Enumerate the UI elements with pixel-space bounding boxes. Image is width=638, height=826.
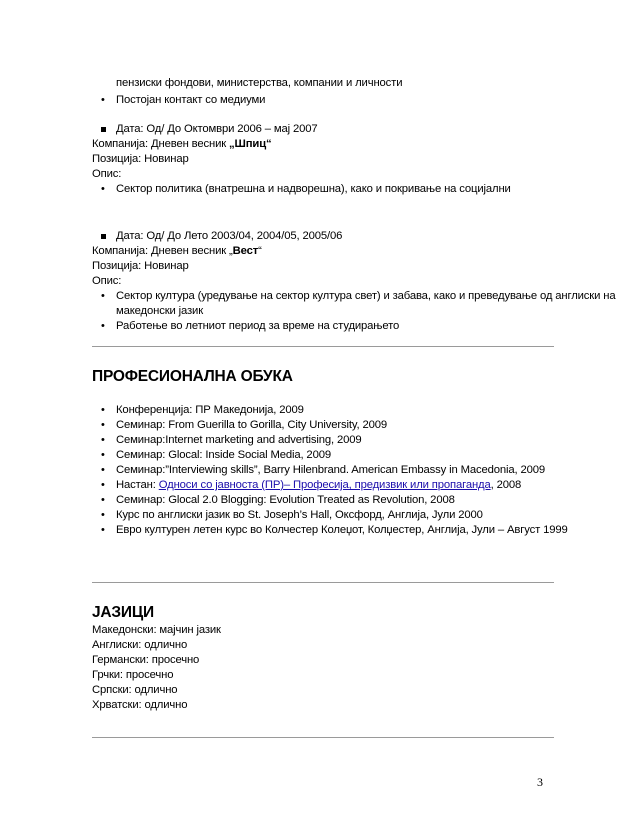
square-bullet-icon — [101, 234, 106, 239]
training-item: Евро културен летен курс во Колчестер Колеџот, Колџестер, Англија, Јули – Август 1999 — [116, 524, 568, 536]
bullet-icon: • — [101, 320, 105, 332]
bullet-icon: • — [101, 479, 105, 491]
section-divider — [92, 346, 554, 347]
language-item: Англиски: одлично — [92, 639, 188, 651]
bullet-icon: • — [101, 464, 105, 476]
language-item: Хрватски: одлично — [92, 699, 188, 711]
language-item: Македонски: мајчин јазик — [92, 624, 221, 636]
section-divider — [92, 737, 554, 738]
job3-bullet1-line2: македонски јазик — [116, 305, 204, 317]
training-item: Семинар: From Guerilla to Gorilla, City University, 2009 — [116, 419, 387, 431]
event-suffix: , 2008 — [490, 479, 522, 491]
bullet-icon: • — [101, 524, 105, 536]
bullet-icon: • — [101, 434, 105, 446]
company-suffix: “ — [258, 245, 262, 257]
company-prefix: Компанија: Дневен весник „ — [92, 245, 233, 257]
language-item: Германски: просечно — [92, 654, 200, 666]
company-prefix: Компанија: Дневен весник — [92, 138, 230, 150]
page-number: 3 — [537, 775, 543, 789]
job3-bullet1-line1: Сектор култура (уредување на сектор култура свет) и забава, како и преведување од англиски на — [116, 290, 616, 302]
bullet-icon: • — [101, 419, 105, 431]
bullet-icon: • — [101, 94, 105, 106]
training-item: Конференција: ПР Македонија, 2009 — [116, 404, 304, 416]
training-item: Семинар:Internet marketing and advertising, 2009 — [116, 434, 362, 446]
bullet-icon: • — [101, 404, 105, 416]
training-item: Семинар: Glocal 2.0 Blogging: Evolution Treated as Revolution, 2008 — [116, 494, 455, 506]
language-item: Српски: одлично — [92, 684, 178, 696]
job2-position: Позиција: Новинар — [92, 153, 189, 165]
bullet-icon: • — [101, 183, 105, 195]
job2-date: Дата: Од/ До Октомври 2006 – мај 2007 — [116, 123, 318, 135]
training-item: Семинар: Glocal: Inside Social Media, 2009 — [116, 449, 331, 461]
square-bullet-icon — [101, 127, 106, 132]
language-item: Грчки: просечно — [92, 669, 174, 681]
job3-description-label: Опис: — [92, 275, 122, 287]
training-heading: ПРОФЕСИОНАЛНА ОБУКА — [92, 368, 293, 385]
event-prefix: Настан: — [116, 479, 159, 491]
bullet-icon: • — [101, 494, 105, 506]
job3-bullet2: Работење во летниот период за време на студирањето — [116, 320, 400, 332]
bullet-icon: • — [101, 449, 105, 461]
job2-description-label: Опис: — [92, 168, 122, 180]
languages-heading: ЈАЗИЦИ — [92, 604, 154, 621]
training-item: Курс по англиски јазик во St. Joseph’s Hall, Оксфорд, Англија, Јули 2000 — [116, 509, 483, 521]
company-name: „Шпиц“ — [229, 138, 272, 150]
job1-continuation: пензиски фондови, министерства, компании и личности — [116, 77, 403, 89]
section-divider — [92, 582, 554, 583]
bullet-icon: • — [101, 509, 105, 521]
training-item: Семинар:”Interviewing skills”, Barry Hilenbrand. American Embassy in Macedonia, 2009 — [116, 464, 546, 476]
job3-position: Позиција: Новинар — [92, 260, 189, 272]
bullet-icon: • — [101, 290, 105, 302]
job3-company — [92, 244, 262, 259]
job1-bullet: Постојан контакт со медиуми — [116, 94, 266, 106]
job2-bullet: Сектор политика (внатрешна и надворешна), како и покривање на социјални — [116, 183, 511, 195]
training-item-event — [116, 478, 521, 493]
event-link[interactable]: Односи со јавноста (ПР)– Професија, предизвик или пропаганда — [158, 479, 491, 491]
company-name: Вест — [232, 245, 259, 257]
job2-company — [92, 137, 272, 152]
job3-date: Дата: Од/ До Лето 2003/04, 2004/05, 2005/06 — [116, 230, 343, 242]
